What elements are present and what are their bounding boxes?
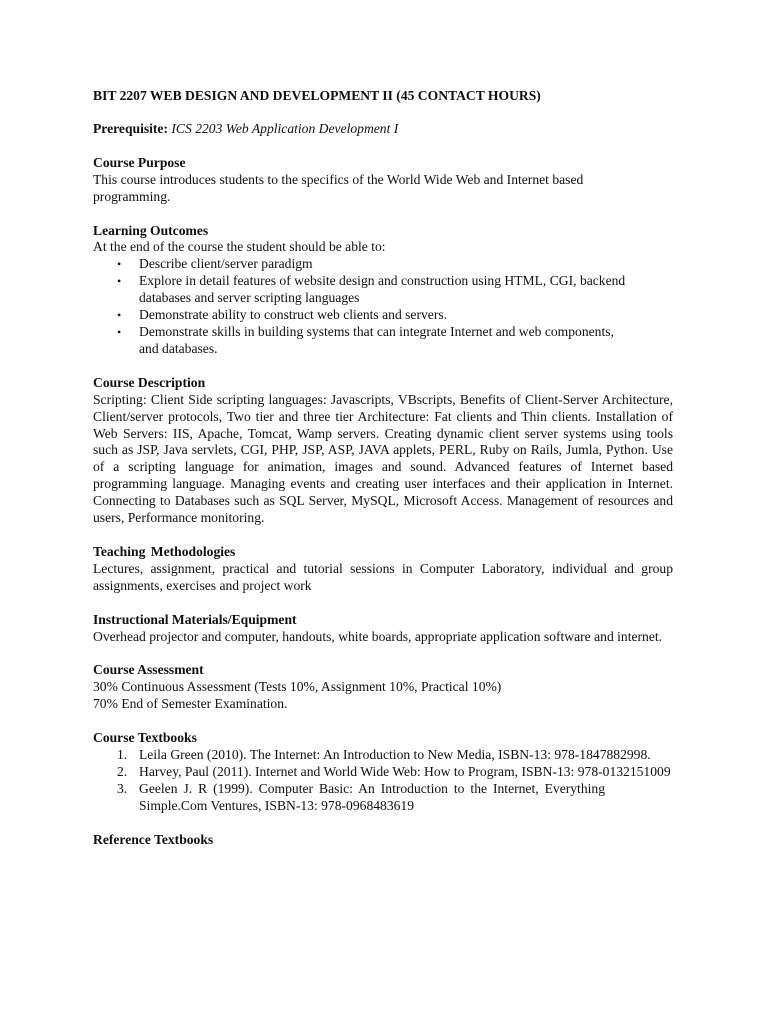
course-description-text: Scripting: Client Side scripting languages: Javascripts, VBscripts, Benefits of Client-Server Architecture, Client/server protocols, Two tier and three tier Architecture: Fat clients and Thin clients. Installation of Web Servers: IIS, Apache, Tomcat, Wamp servers. Creating dynamic client server systems using tools such as JSP, Java servlets, CGI, PHP, JSP, ASP, JAVA applets, PERL, Ruby on Rails, Jumla, Python. Use of a scripting language for animation, images and sound. Advanced features of Internet based programming language. Managing events and creating user interfaces and their application in Internet. Connecting to Databases such as SQL Server, MySQL, Microsoft Access. Management of resources and users, Performance monitoring. [93,391,673,526]
course-purpose-section [93,155,673,206]
course-purpose-text: This course introduces students to the specifics of the World Wide Web and Internet based programming. [93,171,584,204]
course-description-section [93,375,673,527]
instructional-materials-heading: Instructional Materials/Equipment [93,611,297,627]
course-assessment-section [93,662,673,713]
teaching-methodologies-section [93,544,673,595]
course-purpose-heading: Course Purpose [93,154,186,170]
textbook-text: Harvey, Paul (2011). Internet and World Wide Web: How to Program, ISBN-13: 978-0132151009 [139,764,671,779]
reference-textbooks-section [93,832,673,849]
teaching-methodologies-text: Lectures, assignment, practical and tutorial sessions in Computer Laboratory, individual and group assignments, exercises and project work [93,560,673,593]
assessment-line: 30% Continuous Assessment (Tests 10%, Assignment 10%, Practical 10%) [93,679,502,695]
bullet-icon: • [117,257,122,272]
document-page [93,88,673,849]
list-item [117,307,659,324]
course-title: BIT 2207 WEB DESIGN AND DEVELOPMENT II (45 CONTACT HOURS) [93,88,541,103]
course-textbooks-heading: Course Textbooks [93,730,197,746]
reference-textbooks-heading: Reference Textbooks [93,831,214,847]
teaching-methodologies-heading: Teaching Methodologies [93,543,236,559]
outcome-text: Demonstrate skills in building systems that can integrate Internet and web components, and databases. [139,323,614,356]
list-item [117,780,605,815]
course-description-heading: Course Description [93,374,206,390]
learning-outcomes-heading: Learning Outcomes [93,222,209,238]
list-item [117,256,659,273]
outcome-text: Demonstrate ability to construct web clients and servers. [139,307,448,323]
list-item [117,747,659,764]
outcome-text: Describe client/server paradigm [139,256,313,272]
assessment-line: 70% End of Semester Examination. [93,696,288,712]
bullet-icon: • [117,274,122,289]
course-assessment-heading: Course Assessment [93,662,204,678]
instructional-materials-section [93,612,673,646]
course-textbooks-section [93,730,673,815]
list-item [117,764,675,781]
prerequisite-value: ICS 2203 Web Application Development I [171,120,399,136]
prerequisite-line [93,121,673,138]
learning-outcomes-list [93,256,673,357]
outcome-text: Explore in detail features of website design and construction using HTML, CGI, backend databases and server scripting languages [139,273,626,306]
textbook-text: Geelen J. R (1999). Computer Basic: An Introduction to the Internet, Everything Simple.Com Ventures, ISBN-13: 978-0968483619 [139,780,605,813]
list-item [117,273,651,307]
bullet-icon: • [117,324,122,339]
list-number: 2. [117,764,128,779]
instructional-materials-text: Overhead projector and computer, handouts, white boards, appropriate application software and internet. [93,628,663,644]
course-textbooks-list [93,747,673,815]
learning-outcomes-section [93,223,673,358]
prerequisite-label: Prerequisite: [93,120,168,136]
learning-outcomes-intro: At the end of the course the student should be able to: [93,239,386,255]
list-item [117,323,617,358]
list-number: 1. [117,747,128,763]
bullet-icon: • [117,308,122,323]
list-number: 3. [117,780,128,796]
textbook-text: Leila Green (2010). The Internet: An Introduction to New Media, ISBN-13: 978-1847882998. [139,747,651,763]
